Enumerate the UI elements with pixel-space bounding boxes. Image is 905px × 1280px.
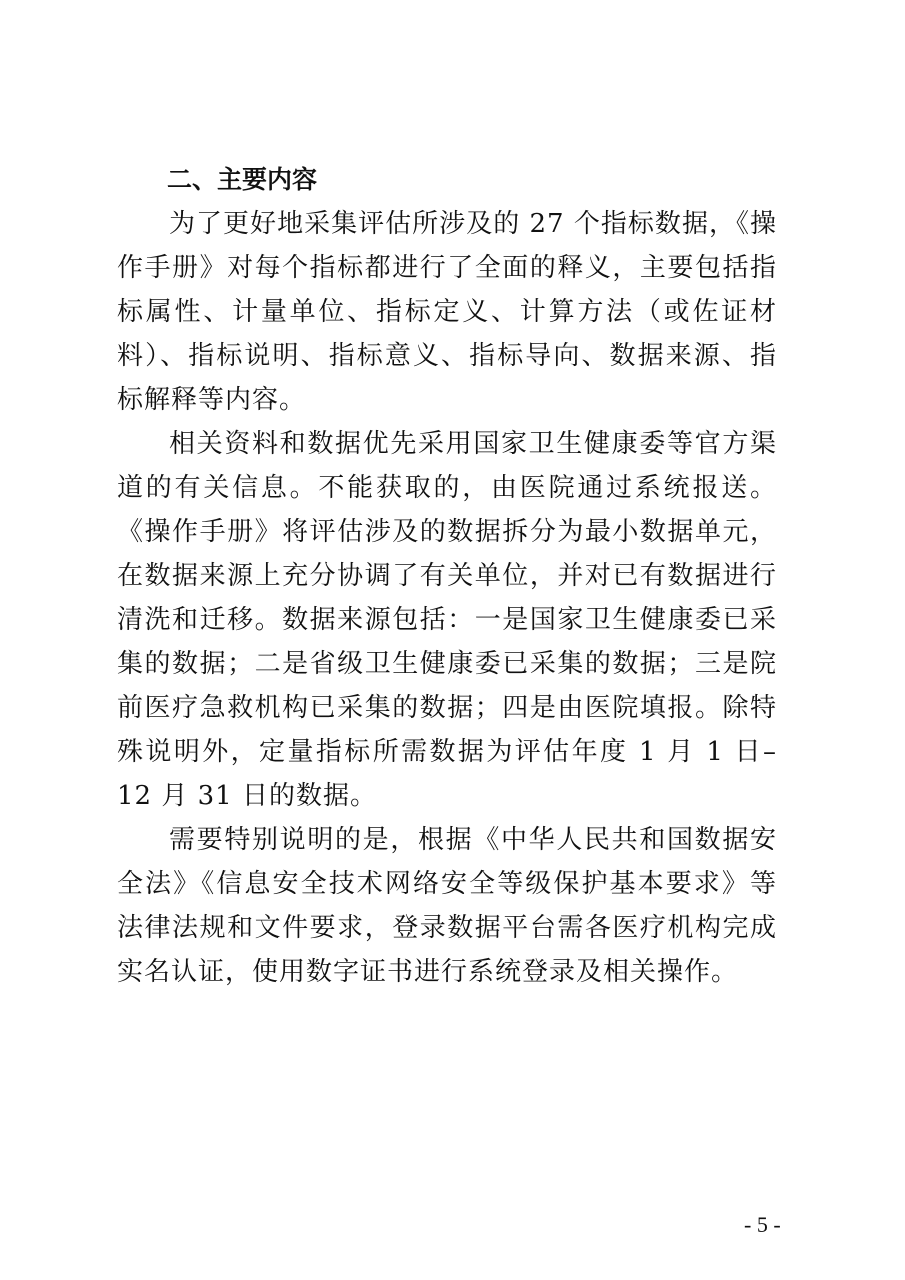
page-number: - 5 - (744, 1212, 781, 1237)
document-body (117, 158, 777, 994)
paragraph-2: 相关资料和数据优先采用国家卫生健康委等官方渠道的有关信息。不能获取的，由医院通过系统报送。《操作手册》将评估涉及的数据拆分为最小数据单元，在数据来源上充分协调了有关单位，并对已有数据进行清洗和迁移。数据来源包括：一是国家卫生健康委已采集的数据；二是省级卫生健康委已采集的数据；三是院前医疗急救机构已采集的数据；四是由医院填报。除特殊说明外，定量指标所需数据为评估年度 1 月 1 日–12 月 31 日的数据。 (117, 429, 777, 811)
section-heading: 二、主要内容 (167, 165, 318, 194)
paragraph-3: 需要特别说明的是，根据《中华人民共和国数据安全法》《信息安全技术网络安全等级保护基本要求》等法律法规和文件要求，登录数据平台需各医疗机构完成实名认证，使用数字证书进行系统登录及相关操作。 (117, 825, 777, 987)
paragraph-1: 为了更好地采集评估所涉及的 27 个指标数据，《操作手册》对每个指标都进行了全面的释义，主要包括指标属性、计量单位、指标定义、计算方法（或佐证材料）、指标说明、指标意义、指标导向、数据来源、指标解释等内容。 (117, 209, 777, 415)
